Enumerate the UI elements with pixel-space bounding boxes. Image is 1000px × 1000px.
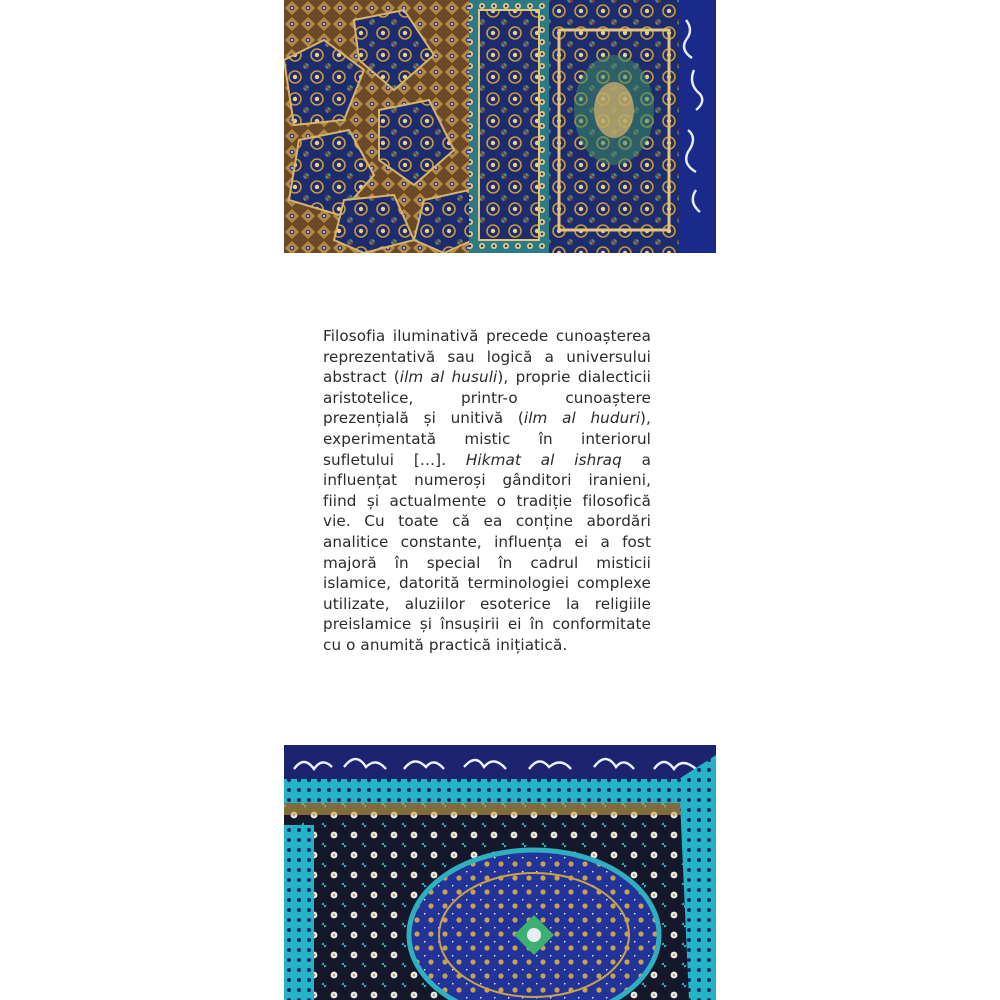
article-term-ilm-al-husuli: ilm al husuli <box>399 368 498 387</box>
mosque-tilework-photo-bottom <box>284 745 716 1000</box>
article-term-ilm-al-huduri: ilm al huduri <box>523 409 641 428</box>
article-paragraph <box>323 326 651 656</box>
article-text-2: ), proprie dialecticii aristotelice, printr-o cunoaștere prezențială și unitivă ( <box>323 368 651 428</box>
article-term-hikmat-al-ishraq: Hikmat al ishraq <box>465 450 622 469</box>
article-text-4: a influențat numeroși gânditori iranieni, fiind și actualmente o tradiție filosofică vie. Cu toate că ea conține abordări analitice constante, influența ei a fost majoră în special în cadrul misticii islamice, datorită terminologiei complexe utilizate, aluziilor esoterice la religiile preislamice și însușirii ei în conformitate cu o anumită practică inițiatică. <box>323 450 651 654</box>
article-text-3: ), experimentată mistic în interiorul sufletului […]. <box>323 409 651 469</box>
mosque-tilework-photo-top <box>284 0 716 253</box>
article-text-1: Filosofia iluminativă precede cunoașterea reprezentativă sau logică a universului abstract ( <box>323 327 651 387</box>
